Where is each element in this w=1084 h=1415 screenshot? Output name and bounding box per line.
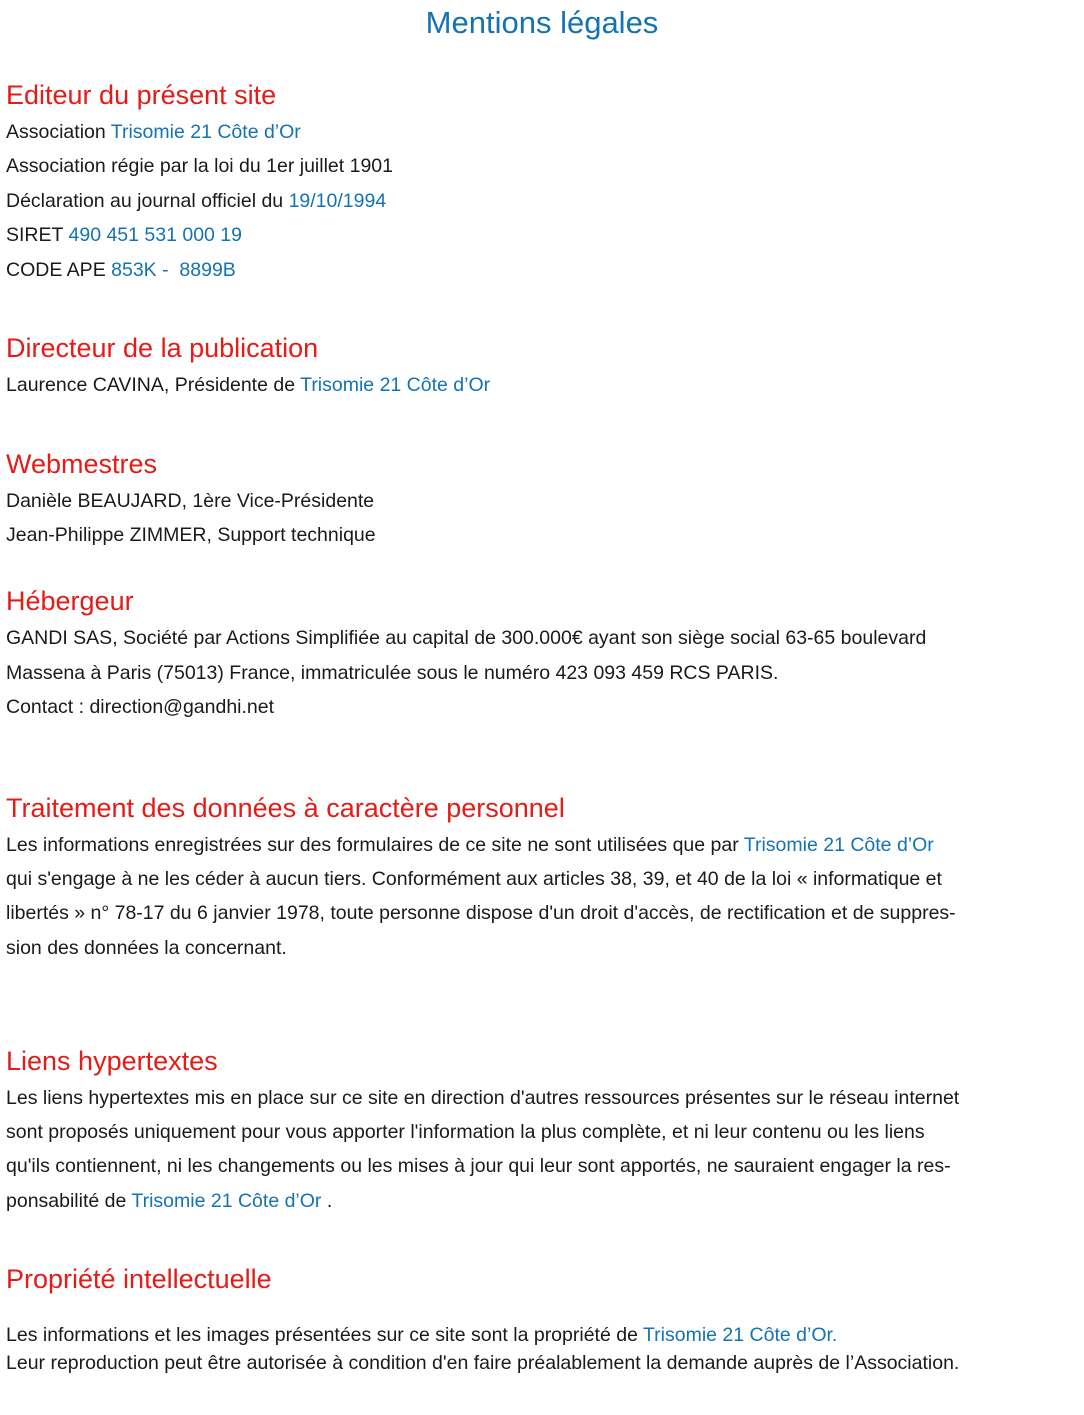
liens-line-2: sont proposés uniquement pour vous apporter l'information la plus complète, et ni leur contenu ou les liens <box>6 1121 925 1143</box>
liens-line-3: qu'ils contiennent, ni les changements ou les mises à jour qui leur sont apportés, ne sauraient engager la res- <box>6 1155 951 1177</box>
editeur-association-line: Association Trisomie 21 Côte d’Or <box>6 121 301 143</box>
heading-propriete: Propriété intellectuelle <box>6 1264 272 1294</box>
association-link[interactable]: Trisomie 21 Côte d’Or <box>743 834 934 856</box>
heading-liens: Liens hypertextes <box>6 1046 218 1076</box>
editeur-siret-line: SIRET 490 451 531 000 19 <box>6 224 243 246</box>
traitement-line-3: libertés » n° 78-17 du 6 janvier 1978, toute personne dispose d'un droit d'accès, de rectification et de suppres- <box>6 902 956 924</box>
heading-webmestres: Webmestres <box>6 449 158 479</box>
association-link[interactable]: Trisomie 21 Côte d’Or <box>131 1190 322 1212</box>
editeur-declaration-line: Déclaration au journal officiel du 19/10/1994 <box>6 190 387 212</box>
association-link[interactable]: Trisomie 21 Côte d’Or <box>110 121 301 143</box>
traitement-line-1: Les informations enregistrées sur des formulaires de ce site ne sont utilisées que par Trisomie 21 Côte d’Or <box>6 834 934 856</box>
heading-editeur: Editeur du présent site <box>6 80 277 110</box>
directeur-line: Laurence CAVINA, Présidente de Trisomie 21 Côte d’Or <box>6 374 491 396</box>
heading-directeur: Directeur de la publication <box>6 333 319 363</box>
webmestre-line-1: Danièle BEAUJARD, 1ère Vice-Présidente <box>6 490 375 512</box>
ape-code: 853K - 8899B <box>111 259 236 281</box>
declaration-date: 19/10/1994 <box>288 190 387 212</box>
traitement-line-4: sion des données la concernant. <box>6 937 287 959</box>
propriete-line-1: Les informations et les images présentées sur ce site sont la propriété de Trisomie 21 Côte d’Or. <box>6 1324 838 1346</box>
propriete-line-2: Leur reproduction peut être autorisée à condition d'en faire préalablement la demande auprès de l’Association. <box>6 1352 960 1374</box>
editeur-law-line: Association régie par la loi du 1er juillet 1901 <box>6 155 393 177</box>
association-link[interactable]: Trisomie 21 Côte d’Or <box>300 374 491 396</box>
heading-traitement: Traitement des données à caractère personnel <box>6 793 565 823</box>
siret-number: 490 451 531 000 19 <box>68 224 243 246</box>
association-link[interactable]: Trisomie 21 Côte d’Or. <box>642 1324 838 1346</box>
editeur-ape-line: CODE APE 853K - 8899B <box>6 259 236 281</box>
webmestre-line-2: Jean-Philippe ZIMMER, Support technique <box>6 524 376 546</box>
liens-line-4: ponsabilité de Trisomie 21 Côte d’Or . <box>6 1190 333 1212</box>
liens-line-1: Les liens hypertextes mis en place sur ce site en direction d'autres ressources présentes sur le réseau internet <box>6 1087 960 1109</box>
page-title: Mentions légales <box>425 5 659 40</box>
traitement-line-2: qui s'engage à ne les céder à aucun tiers. Conformément aux articles 38, 39, et 40 de la loi « informatique et <box>6 868 942 890</box>
heading-hebergeur: Hébergeur <box>6 586 134 616</box>
hebergeur-line-2: Massena à Paris (75013) France, immatriculée sous le numéro 423 093 459 RCS PARIS. <box>6 662 779 684</box>
hebergeur-line-1: GANDI SAS, Société par Actions Simplifiée au capital de 300.000€ ayant son siège social 63-65 boulevard <box>6 627 927 649</box>
hebergeur-contact-line: Contact : direction@gandhi.net <box>6 696 275 718</box>
